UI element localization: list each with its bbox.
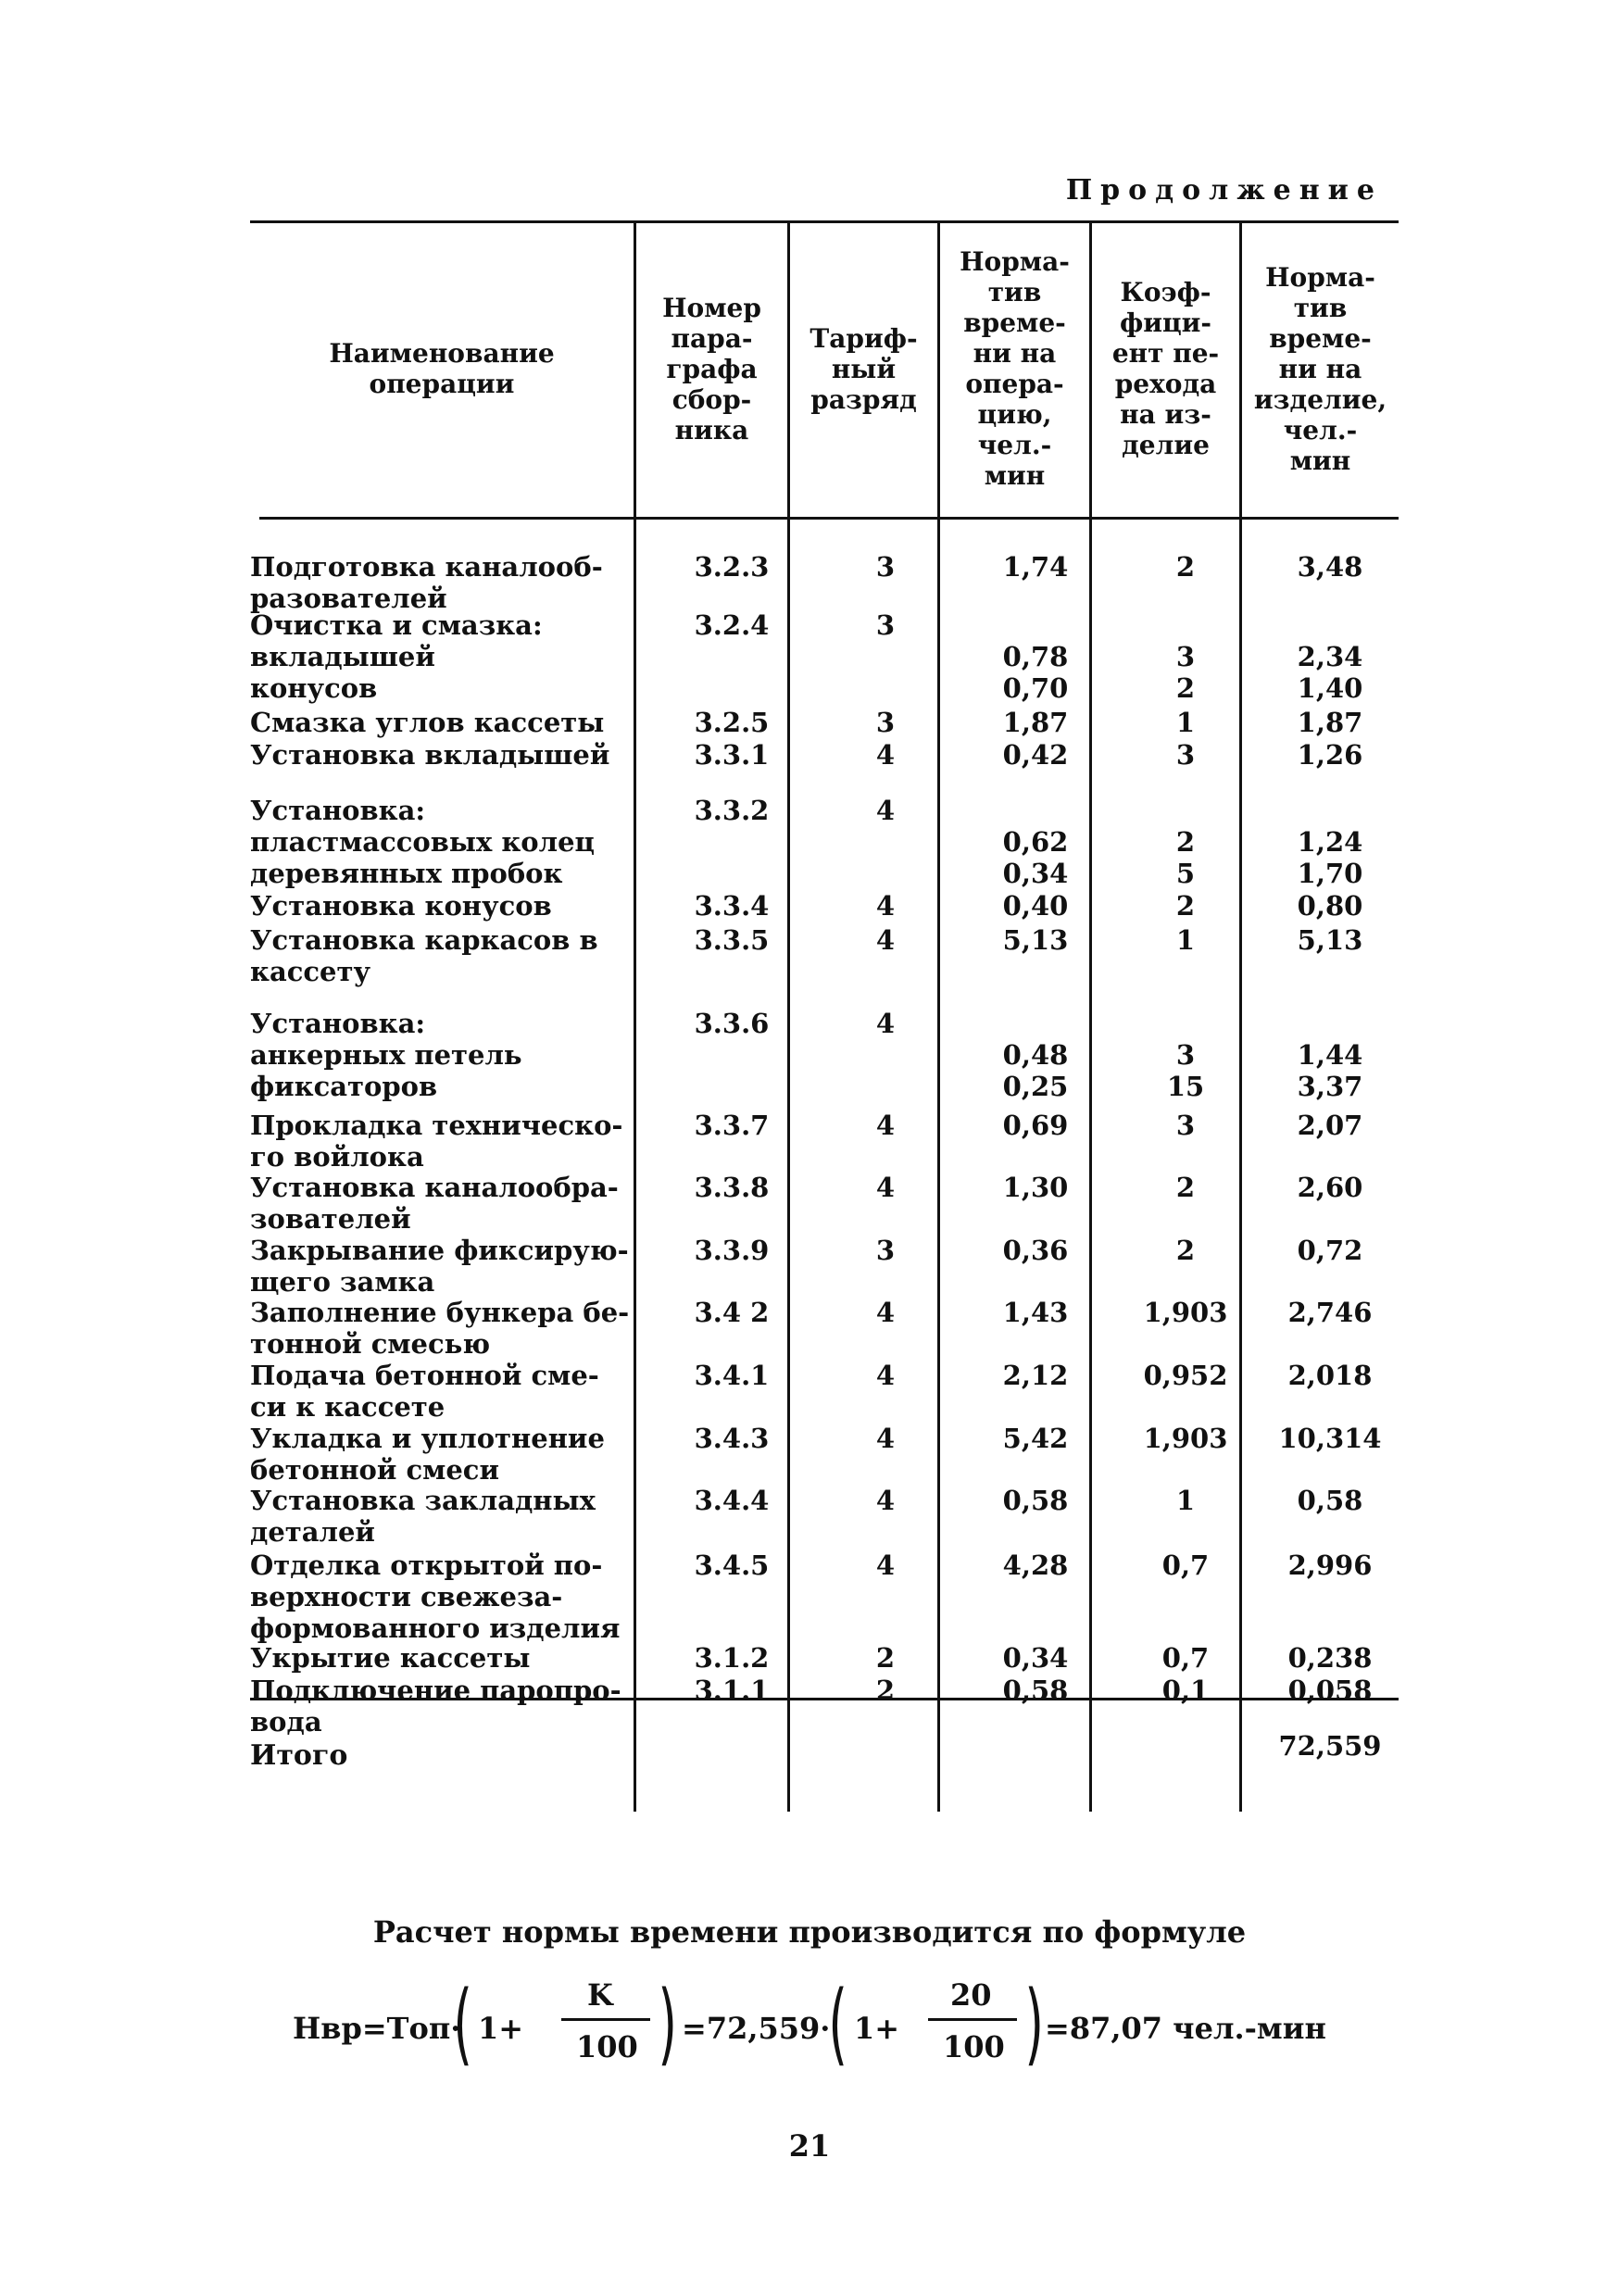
time-norm-product: 1,26: [1297, 739, 1363, 771]
time-norm-operation: 0,58: [1002, 1485, 1069, 1516]
time-norm-operation: 0,78 0,70: [1002, 641, 1069, 704]
tariff-grade: 4: [875, 1297, 896, 1328]
operation-name: Укрытие кассеты: [250, 1642, 531, 1674]
time-norm-product: 2,996: [1287, 1549, 1373, 1581]
operation-name: Укладка и уплотнение бетонной смеси: [250, 1423, 605, 1486]
operation-name: Отделка открытой по- верхности свежеза- формованного изделия: [250, 1549, 621, 1644]
fraction-bar-1: [561, 2018, 650, 2021]
paragraph-number: 3.4.4: [694, 1485, 770, 1516]
time-norm-operation: 4,28: [1002, 1549, 1069, 1581]
transition-coefficient: 3 2: [1175, 641, 1196, 704]
transition-coefficient: 1: [1175, 924, 1196, 956]
time-norm-product: 1,87: [1297, 707, 1363, 738]
operation-name: Очистка и смазка: вкладышей конусов: [250, 609, 543, 704]
paragraph-number: 3.3.1: [694, 739, 770, 771]
operation-name: Закрывание фиксирую- щего замка: [250, 1235, 629, 1298]
formula-den-2: 100: [943, 2029, 1005, 2064]
transition-coefficient: 2: [1175, 1235, 1196, 1266]
paragraph-number: 3.2.3: [694, 551, 770, 583]
time-norm-operation: 0,62 0,34: [1002, 826, 1069, 889]
paragraph-number: 3.3.4: [694, 890, 770, 922]
formula: [293, 1972, 1339, 2079]
header-norm-prod: Норма- тив време- ни на изделие, чел.- мин: [1253, 261, 1387, 476]
formula-den-1: 100: [576, 2029, 638, 2064]
formula-result: =87,07 чел.-мин: [1045, 2011, 1326, 2046]
time-norm-operation: 0,34: [1002, 1642, 1069, 1674]
operation-name: Смазка углов кассеты: [250, 707, 605, 738]
time-norm-operation: 0,36: [1002, 1235, 1069, 1266]
operations-table: [250, 220, 1399, 1812]
time-norm-product: 2,60: [1297, 1172, 1363, 1203]
continued-label: Продолжение: [1065, 174, 1383, 207]
time-norm-product: 1,24 1,70: [1297, 826, 1363, 889]
time-norm-product: 0,58: [1297, 1485, 1363, 1516]
paragraph-number: 3.4.5: [694, 1549, 770, 1581]
header-name: Наименование операции: [329, 338, 555, 399]
transition-coefficient: 0,1: [1161, 1675, 1210, 1706]
transition-coefficient: 3 15: [1166, 1039, 1205, 1102]
time-norm-operation: 0,42: [1002, 739, 1069, 771]
time-norm-product: 1,44 3,37: [1297, 1039, 1363, 1102]
operation-name: Установка закладных деталей: [250, 1485, 596, 1548]
transition-coefficient: 1: [1175, 1485, 1196, 1516]
paragraph-number: 3.3.9: [694, 1235, 770, 1266]
operation-name: Установка каналообра- зователей: [250, 1172, 619, 1235]
tariff-grade: 3: [875, 1235, 896, 1266]
formula-num-2: 20: [950, 1977, 992, 2013]
transition-coefficient: 0,7: [1161, 1642, 1210, 1674]
tariff-grade: 4: [875, 795, 896, 826]
tariff-grade: 3: [875, 551, 896, 583]
paren-close-1: ): [658, 1972, 678, 2076]
tariff-grade: 4: [875, 1485, 896, 1516]
header-norm-op: Норма- тив време- ни на опера- цию, чел.- мин: [960, 246, 1070, 491]
paren-open-2: (: [828, 1972, 848, 2076]
paragraph-number: 3.1.2: [694, 1642, 770, 1674]
tariff-grade: 4: [875, 890, 896, 922]
operation-name: Установка: анкерных петель фиксаторов: [250, 1008, 522, 1102]
time-norm-operation: 2,12: [1002, 1360, 1069, 1391]
formula-lhs: Нвр=Топ·: [293, 2011, 461, 2046]
time-norm-product: 0,72: [1297, 1235, 1363, 1266]
time-norm-product: 5,13: [1297, 924, 1363, 956]
total-value: 72,559: [1278, 1730, 1382, 1762]
operation-name: Установка каркасов в кассету: [250, 924, 598, 987]
transition-coefficient: 0,7: [1161, 1549, 1210, 1581]
transition-coefficient: 2: [1175, 1172, 1196, 1203]
paren-close-2: ): [1024, 1972, 1045, 2076]
total-label: Итого: [250, 1739, 348, 1772]
time-norm-product: 10,314: [1278, 1423, 1382, 1454]
paragraph-number: 3.3.2: [694, 795, 770, 826]
tariff-grade: 4: [875, 1423, 896, 1454]
time-norm-operation: 1,87: [1002, 707, 1069, 738]
transition-coefficient: 0,952: [1143, 1360, 1228, 1391]
tariff-grade: 4: [875, 1549, 896, 1581]
time-norm-product: 2,018: [1287, 1360, 1373, 1391]
paren-open-1: (: [453, 1972, 473, 2076]
header-code: Номер пара- графа сбор- ника: [662, 292, 761, 445]
time-norm-operation: 0,48 0,25: [1002, 1039, 1069, 1102]
fraction-bar-2: [928, 2018, 1017, 2021]
tariff-grade: 3: [875, 609, 896, 641]
tariff-grade: 2: [875, 1642, 896, 1674]
paragraph-number: 3.1.1: [694, 1675, 770, 1706]
tariff-grade: 4: [875, 924, 896, 956]
formula-num-1: K: [587, 1977, 613, 2013]
time-norm-product: 2,07: [1297, 1110, 1363, 1141]
time-norm-operation: 0,40: [1002, 890, 1069, 922]
time-norm-product: 0,80: [1297, 890, 1363, 922]
paragraph-number: 3.3.5: [694, 924, 770, 956]
operation-name: Установка вкладышей: [250, 739, 610, 771]
operation-name: Подключение паропро- вода: [250, 1675, 621, 1738]
transition-coefficient: 3: [1175, 1110, 1196, 1141]
operation-name: Подготовка каналооб- разователей: [250, 551, 603, 614]
transition-coefficient: 1,903: [1143, 1423, 1228, 1454]
operation-name: Установка: пластмассовых колец деревянных пробок: [250, 795, 595, 889]
transition-coefficient: 2: [1175, 890, 1196, 922]
time-norm-operation: 1,30: [1002, 1172, 1069, 1203]
time-norm-operation: 1,74: [1002, 551, 1069, 583]
page-number: 21: [788, 2128, 831, 2164]
paragraph-number: 3.3.6: [694, 1008, 770, 1039]
paragraph-number: 3.3.7: [694, 1110, 770, 1141]
formula-title: Расчет нормы времени производится по формуле: [372, 1914, 1247, 1950]
operation-name: Установка конусов: [250, 890, 552, 922]
header-coef: Коэф- фици- ент пе- рехода на из- делие: [1111, 277, 1220, 460]
time-norm-product: 2,34 1,40: [1297, 641, 1363, 704]
formula-eq-mid: =72,559·: [682, 2011, 831, 2046]
paragraph-number: 3.2.5: [694, 707, 770, 738]
time-norm-operation: 0,58: [1002, 1675, 1069, 1706]
time-norm-operation: 5,42: [1002, 1423, 1069, 1454]
tariff-grade: 4: [875, 739, 896, 771]
transition-coefficient: 1,903: [1143, 1297, 1228, 1328]
header-bottom-rule: [259, 517, 1399, 520]
transition-coefficient: 2: [1175, 551, 1196, 583]
time-norm-operation: 5,13: [1002, 924, 1069, 956]
transition-coefficient: 1: [1175, 707, 1196, 738]
tariff-grade: 4: [875, 1360, 896, 1391]
transition-coefficient: 2 5: [1175, 826, 1196, 889]
paragraph-number: 3.4 2: [694, 1297, 770, 1328]
tariff-grade: 3: [875, 707, 896, 738]
tariff-grade: 4: [875, 1008, 896, 1039]
time-norm-product: 0,058: [1287, 1675, 1373, 1706]
paragraph-number: 3.3.8: [694, 1172, 770, 1203]
operation-name: Заполнение бункера бе- тонной смесью: [250, 1297, 630, 1360]
paragraph-number: 3.2.4: [694, 609, 770, 641]
formula-one-plus-1: 1+: [478, 2011, 524, 2046]
time-norm-product: 3,48: [1297, 551, 1363, 583]
header-grade: Тариф- ный разряд: [810, 322, 918, 415]
tariff-grade: 4: [875, 1110, 896, 1141]
paragraph-number: 3.4.1: [694, 1360, 770, 1391]
time-norm-operation: 0,69: [1002, 1110, 1069, 1141]
operation-name: Подача бетонной сме- си к кассете: [250, 1360, 599, 1423]
tariff-grade: 4: [875, 1172, 896, 1203]
tariff-grade: 2: [875, 1675, 896, 1706]
transition-coefficient: 3: [1175, 739, 1196, 771]
operation-name: Прокладка техническо- го войлока: [250, 1110, 623, 1173]
paragraph-number: 3.4.3: [694, 1423, 770, 1454]
time-norm-operation: 1,43: [1002, 1297, 1069, 1328]
time-norm-product: 0,238: [1287, 1642, 1373, 1674]
formula-one-plus-2: 1+: [854, 2011, 900, 2046]
time-norm-product: 2,746: [1287, 1297, 1373, 1328]
